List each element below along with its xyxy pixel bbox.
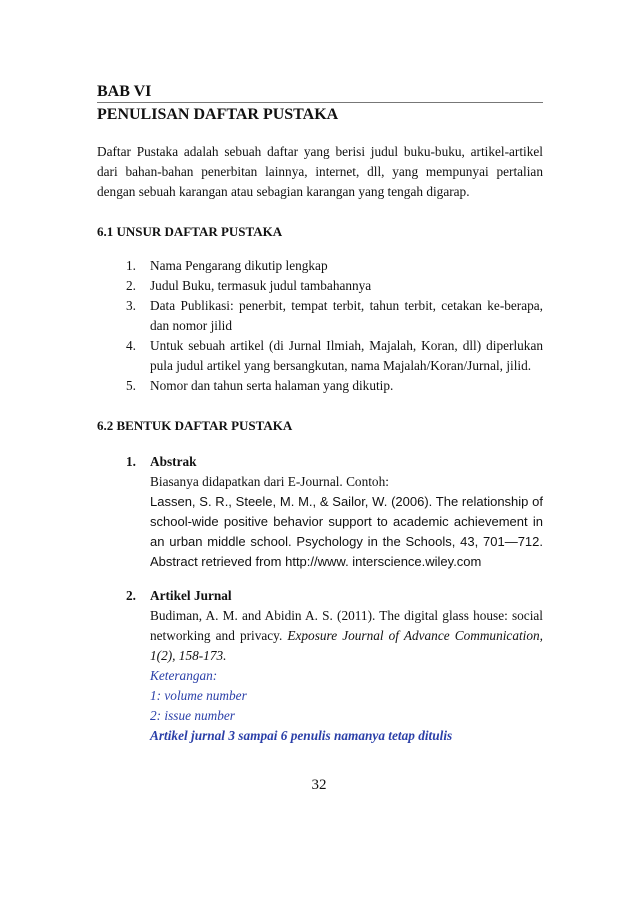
note-line: 2: issue number [150, 708, 235, 723]
list-number: 4. [126, 338, 136, 353]
unsur-list [97, 256, 543, 396]
note-line: 1: volume number [150, 688, 247, 703]
page-number: 32 [311, 777, 327, 793]
list-text: Data Publikasi: penerbit, tempat terbit, tahun terbit, cetakan ke-berapa, dan nomor jilid [150, 298, 543, 333]
list-text: Nomor dan tahun serta halaman yang dikutip. [150, 378, 394, 393]
bentuk-list [97, 452, 543, 746]
list-number: 1. [126, 258, 136, 273]
list-item [97, 296, 543, 336]
list-number: 3. [126, 298, 136, 313]
chapter-label: BAB VI [97, 83, 152, 100]
emphasis-note: Artikel jurnal 3 sampai 6 penulis namanya tetap ditulis [150, 728, 453, 743]
bentuk-item-artikel [97, 586, 543, 746]
list-item [97, 376, 543, 396]
section-heading-bentuk: 6.2 BENTUK DAFTAR PUSTAKA [97, 418, 293, 433]
note-line: Keterangan: [150, 668, 218, 683]
intro-paragraph: Daftar Pustaka adalah sebuah daftar yang berisi judul buku-buku, artikel-artikel dari bahan-bahan penerbitan lainnya, internet, dll, yang mempunyai pertalian dengan sebuah karangan atau sebagian karangan yang tengah digarap. [97, 144, 543, 199]
chapter-title: PENULISAN DAFTAR PUSTAKA [97, 106, 339, 123]
list-number: 2. [126, 278, 136, 293]
bentuk-intro: Biasanya didapatkan dari E-Journal. Contoh: [150, 474, 389, 489]
bentuk-item-abstrak [97, 452, 543, 572]
section-heading-unsur: 6.1 UNSUR DAFTAR PUSTAKA [97, 224, 283, 239]
list-text: Judul Buku, termasuk judul tambahannya [150, 278, 372, 293]
list-text: Nama Pengarang dikutip lengkap [150, 258, 328, 273]
list-item [97, 256, 543, 276]
bentuk-number: 1. [126, 454, 136, 469]
bentuk-title: Abstrak [150, 454, 197, 469]
bentuk-title: Artikel Jurnal [150, 588, 232, 603]
list-text: Untuk sebuah artikel (di Jurnal Ilmiah, Majalah, Koran, dll) diperlukan pula judul artikel yang bersangkutan, nama Majalah/Koran/Jurnal, jilid. [150, 338, 543, 373]
reference-example [150, 606, 543, 666]
list-item [97, 336, 543, 376]
chapter-divider [97, 102, 543, 103]
reference-italic: Exposure Journal of Advance Communication, 1(2), 158-173. [150, 628, 543, 663]
list-number: 5. [126, 378, 136, 393]
reference-plain: Budiman, A. M. and Abidin A. S. (2011). The digital glass house: social networking and privacy. [150, 608, 543, 643]
document-page [97, 82, 543, 746]
list-item [97, 276, 543, 296]
reference-example: Lassen, S. R., Steele, M. M., & Sailor, W. (2006). The relationship of school-wide positive behavior support to academic achievement in an urban middle school. Psychology in the Schools, 43, 701—712. Abstract retrieved from http://www. interscience.wiley.com [150, 494, 543, 569]
bentuk-number: 2. [126, 588, 136, 603]
